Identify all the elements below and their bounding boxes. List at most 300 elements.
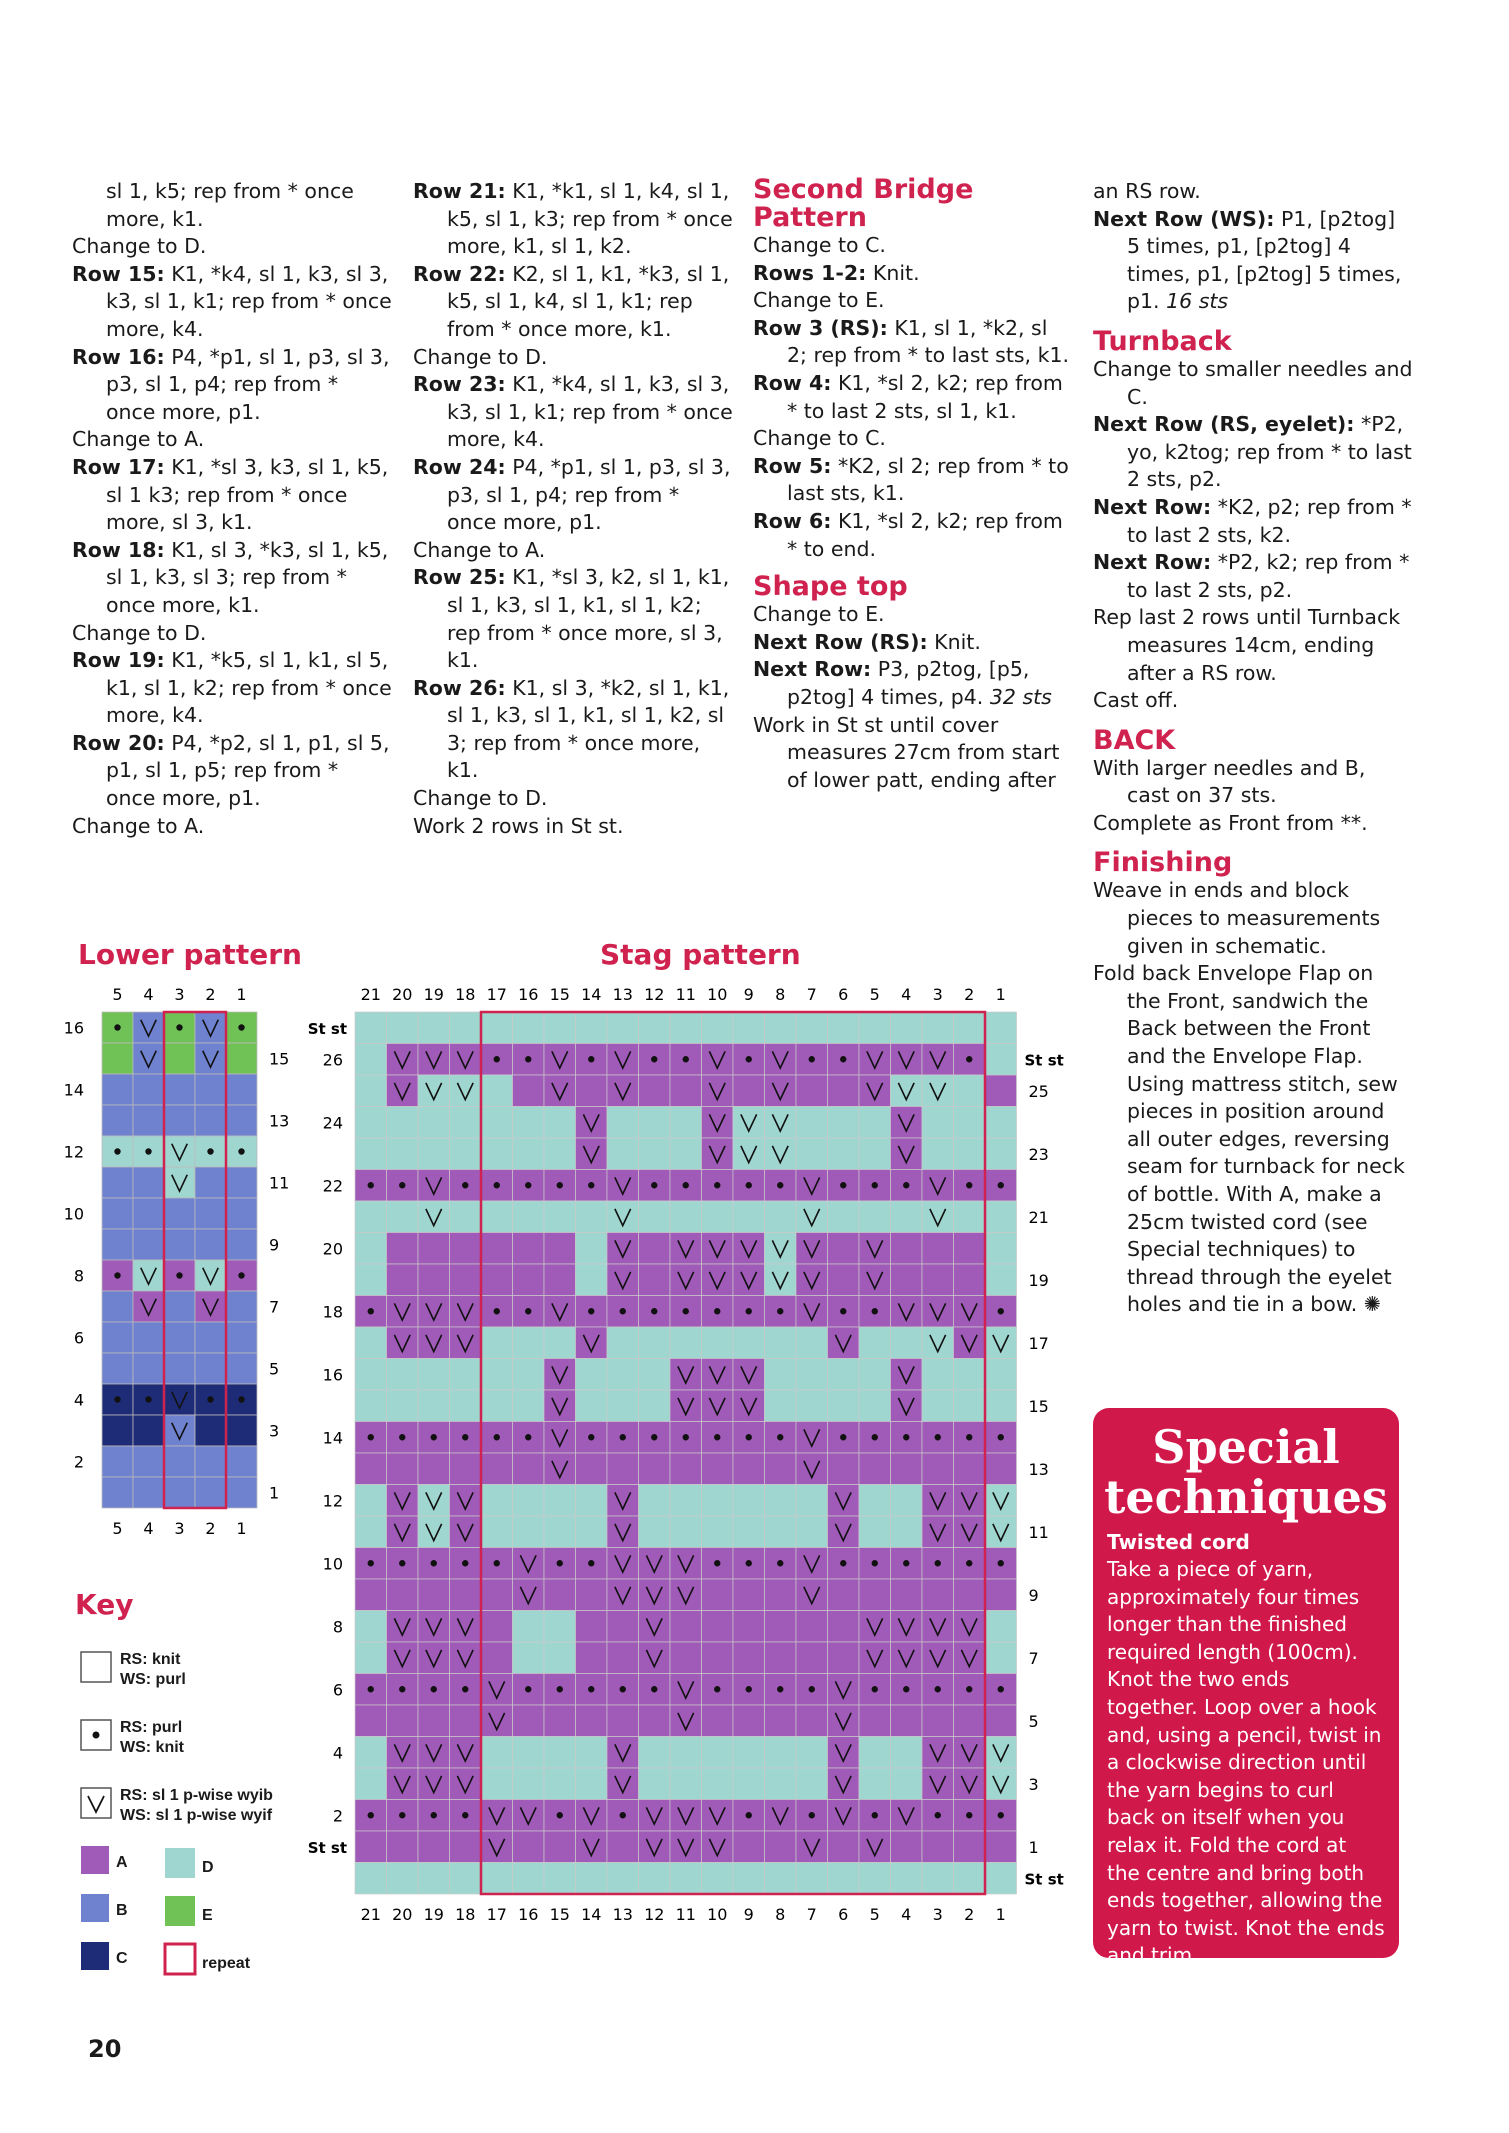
purl-dot bbox=[399, 1434, 405, 1440]
stag-cell bbox=[576, 1327, 608, 1359]
stag-cell bbox=[639, 1768, 671, 1800]
stag-row-number: 4 bbox=[332, 1743, 343, 1763]
stag-cell bbox=[828, 1107, 860, 1139]
purl-dot bbox=[462, 1686, 468, 1692]
instruction-line bbox=[413, 261, 733, 344]
lower-cell bbox=[226, 1229, 257, 1260]
instruction-line bbox=[413, 178, 733, 261]
lower-cell bbox=[133, 1291, 164, 1322]
instruction-text: Knit. bbox=[927, 629, 981, 654]
purl-dot bbox=[588, 1056, 594, 1062]
stag-cell bbox=[418, 1516, 450, 1548]
stag-cell bbox=[796, 1516, 828, 1548]
stag-cell bbox=[639, 1327, 671, 1359]
stag-cell bbox=[796, 1705, 828, 1737]
stag-cell bbox=[985, 1107, 1017, 1139]
lower-row-number: 11 bbox=[269, 1173, 290, 1193]
lower-cell bbox=[164, 1322, 195, 1353]
stag-cell bbox=[607, 1611, 639, 1643]
stag-cell bbox=[670, 1390, 702, 1422]
stag-row-number: 23 bbox=[1028, 1144, 1049, 1164]
stag-cell bbox=[954, 1359, 986, 1391]
instruction-text: Work 2 rows in St st. bbox=[413, 813, 624, 838]
lower-cell bbox=[226, 1105, 257, 1136]
stag-cell bbox=[828, 1012, 860, 1044]
stag-col-number: 19 bbox=[423, 1905, 444, 1924]
stag-cell bbox=[481, 1642, 513, 1674]
stag-cell bbox=[670, 1233, 702, 1265]
stag-cell bbox=[733, 1579, 765, 1611]
lower-cell bbox=[195, 1322, 226, 1353]
stag-cell bbox=[891, 1453, 923, 1485]
instruction-text: Weave in ends and block pieces to measurements given in schematic. bbox=[1093, 878, 1381, 958]
stag-cell bbox=[481, 1012, 513, 1044]
stag-cell bbox=[418, 1012, 450, 1044]
stag-cell bbox=[544, 1044, 576, 1076]
lower-row-number: 10 bbox=[63, 1204, 84, 1224]
stag-cell bbox=[481, 1201, 513, 1233]
stag-cell bbox=[891, 1800, 923, 1832]
stag-col-number: 8 bbox=[775, 985, 786, 1004]
lower-col-number: 2 bbox=[205, 985, 216, 1004]
lower-cell bbox=[133, 1198, 164, 1229]
stag-cell bbox=[670, 1800, 702, 1832]
stag-cell bbox=[891, 1705, 923, 1737]
purl-dot bbox=[651, 1308, 657, 1314]
lower-cell bbox=[195, 1291, 226, 1322]
stag-cell bbox=[450, 1516, 482, 1548]
purl-dot bbox=[525, 1308, 531, 1314]
stag-row-number: 17 bbox=[1028, 1333, 1049, 1353]
lower-cell bbox=[164, 1105, 195, 1136]
purl-dot bbox=[998, 1308, 1004, 1314]
stag-cell bbox=[576, 1768, 608, 1800]
stag-cell bbox=[922, 1170, 954, 1202]
stag-cell bbox=[670, 1264, 702, 1296]
stag-cell bbox=[796, 1012, 828, 1044]
stag-cell bbox=[796, 1831, 828, 1863]
lower-cell bbox=[133, 1012, 164, 1043]
stag-cell bbox=[765, 1705, 797, 1737]
stag-cell bbox=[576, 1705, 608, 1737]
stag-cell bbox=[418, 1705, 450, 1737]
stag-col-number: 9 bbox=[743, 985, 754, 1004]
stag-cell bbox=[891, 1264, 923, 1296]
purl-dot bbox=[588, 1182, 594, 1188]
stag-cell bbox=[418, 1201, 450, 1233]
stag-cell bbox=[639, 1359, 671, 1391]
stag-col-number: 4 bbox=[901, 1905, 912, 1924]
stag-cell bbox=[891, 1642, 923, 1674]
lower-col-number: 5 bbox=[112, 985, 123, 1004]
stag-cell bbox=[828, 1674, 860, 1706]
instruction-label: Row 15: bbox=[72, 261, 165, 286]
purl-dot bbox=[998, 1560, 1004, 1566]
stag-cell bbox=[922, 1138, 954, 1170]
stag-cell bbox=[985, 1737, 1017, 1769]
purl-dot bbox=[840, 1434, 846, 1440]
stag-cell bbox=[828, 1863, 860, 1895]
lower-cell bbox=[226, 1167, 257, 1198]
stag-cell bbox=[607, 1485, 639, 1517]
instruction-line bbox=[1093, 687, 1413, 715]
stag-col-number: 14 bbox=[581, 1905, 602, 1924]
instruction-text: P3, p2tog, [p5, p2tog] 4 times, p4. bbox=[787, 657, 1030, 709]
stag-cell bbox=[355, 1359, 387, 1391]
instruction-line bbox=[72, 647, 392, 730]
instruction-text: K1, *k4, sl 1, k3, sl 3, k3, sl 1, k1; rep from * once more, k4. bbox=[447, 372, 733, 452]
instruction-line bbox=[753, 425, 1073, 453]
stag-cell bbox=[670, 1579, 702, 1611]
stag-cell bbox=[828, 1359, 860, 1391]
stag-cell bbox=[733, 1264, 765, 1296]
purl-dot bbox=[368, 1308, 374, 1314]
instruction-label: Next Row: bbox=[753, 657, 872, 682]
stag-st-label: St st bbox=[1024, 1051, 1064, 1070]
stag-cell bbox=[544, 1075, 576, 1107]
stag-cell bbox=[733, 1138, 765, 1170]
stag-cell bbox=[954, 1768, 986, 1800]
stag-cell bbox=[481, 1800, 513, 1832]
instruction-text: sl 1, k5; rep from * once more, k1. bbox=[106, 179, 354, 231]
purl-dot bbox=[114, 1024, 120, 1030]
stag-col-number: 10 bbox=[707, 985, 728, 1004]
stag-cell bbox=[513, 1831, 545, 1863]
stag-cell bbox=[859, 1705, 891, 1737]
stag-cell bbox=[544, 1579, 576, 1611]
purl-dot bbox=[431, 1560, 437, 1566]
stag-cell bbox=[954, 1107, 986, 1139]
purl-dot bbox=[588, 1686, 594, 1692]
instruction-label: Row 6: bbox=[753, 508, 832, 533]
instruction-label: Next Row: bbox=[1093, 550, 1212, 575]
purl-dot bbox=[746, 1434, 752, 1440]
stag-cell bbox=[576, 1264, 608, 1296]
stag-cell bbox=[418, 1611, 450, 1643]
lower-cell bbox=[195, 1012, 226, 1043]
lower-cell bbox=[102, 1446, 133, 1477]
instruction-text: Change to A. bbox=[413, 537, 546, 562]
instruction-text: *K2, p2; rep from * to last 2 sts, k2. bbox=[1127, 494, 1412, 547]
stag-cell bbox=[607, 1359, 639, 1391]
instruction-line bbox=[753, 315, 1073, 370]
purl-dot bbox=[935, 1434, 941, 1440]
stag-col-number: 7 bbox=[806, 985, 817, 1004]
stag-cell bbox=[450, 1863, 482, 1895]
stag-cell bbox=[544, 1390, 576, 1422]
stag-cell bbox=[670, 1359, 702, 1391]
stag-cell bbox=[639, 1485, 671, 1517]
stag-cell bbox=[544, 1705, 576, 1737]
stag-cell bbox=[954, 1296, 986, 1328]
stag-cell bbox=[985, 1642, 1017, 1674]
stag-cell bbox=[859, 1075, 891, 1107]
stag-cell bbox=[607, 1107, 639, 1139]
stag-cell bbox=[859, 1579, 891, 1611]
lower-cell bbox=[133, 1353, 164, 1384]
stag-cell bbox=[954, 1516, 986, 1548]
stag-cell bbox=[387, 1044, 419, 1076]
purl-dot bbox=[651, 1434, 657, 1440]
lower-col-number: 4 bbox=[143, 1519, 154, 1538]
stag-cell bbox=[828, 1233, 860, 1265]
stag-cell bbox=[733, 1831, 765, 1863]
stag-cell bbox=[387, 1831, 419, 1863]
stag-cell bbox=[670, 1453, 702, 1485]
stag-row-number: 10 bbox=[322, 1554, 343, 1574]
instruction-text: Work in St st until cover measures 27cm from start of lower patt, ending after bbox=[753, 712, 1060, 792]
stag-cell bbox=[513, 1012, 545, 1044]
instruction-line bbox=[753, 287, 1073, 315]
stag-row-number: 11 bbox=[1028, 1522, 1049, 1542]
stag-cell bbox=[891, 1737, 923, 1769]
stag-row-number: 22 bbox=[322, 1176, 343, 1196]
instruction-text: Change to A. bbox=[72, 813, 205, 838]
lower-cell bbox=[102, 1477, 133, 1508]
stag-cell bbox=[355, 1705, 387, 1737]
lower-cell bbox=[226, 1446, 257, 1477]
lower-row-number: 16 bbox=[63, 1018, 84, 1038]
stag-cell bbox=[985, 1705, 1017, 1737]
lower-cell bbox=[164, 1291, 195, 1322]
stag-cell bbox=[639, 1548, 671, 1580]
purl-dot bbox=[966, 1560, 972, 1566]
lower-col-number: 1 bbox=[236, 985, 247, 1004]
stag-cell bbox=[481, 1107, 513, 1139]
stag-cell bbox=[891, 1516, 923, 1548]
stag-cell bbox=[481, 1516, 513, 1548]
stag-col-number: 13 bbox=[612, 1905, 633, 1924]
instruction-text: *P2, yo, k2tog; rep from * to last 2 sts, p2. bbox=[1127, 412, 1412, 492]
stag-cell bbox=[513, 1642, 545, 1674]
stag-row-number: 25 bbox=[1028, 1081, 1049, 1101]
stag-cell bbox=[828, 1579, 860, 1611]
stag-cell bbox=[670, 1642, 702, 1674]
stag-cell bbox=[607, 1768, 639, 1800]
stag-cell bbox=[355, 1453, 387, 1485]
lower-cell bbox=[133, 1446, 164, 1477]
instruction-line bbox=[753, 453, 1073, 508]
stag-row-number: 9 bbox=[1028, 1585, 1039, 1605]
stag-cell bbox=[891, 1012, 923, 1044]
instruction-text: P1, [p2tog] 5 times, p1, [p2tog] 4 times, p1, [p2tog] 5 times, p1. bbox=[1127, 206, 1402, 314]
instruction-label: Row 20: bbox=[72, 730, 165, 755]
purl-dot bbox=[903, 1686, 909, 1692]
stag-cell bbox=[922, 1611, 954, 1643]
lower-cell bbox=[133, 1322, 164, 1353]
instruction-line bbox=[413, 371, 733, 454]
instruction-line bbox=[72, 730, 392, 813]
instruction-line bbox=[72, 537, 392, 620]
stag-cell bbox=[513, 1863, 545, 1895]
stag-cell bbox=[513, 1233, 545, 1265]
stag-cell bbox=[733, 1611, 765, 1643]
stag-cell bbox=[639, 1390, 671, 1422]
instruction-label: Row 16: bbox=[72, 344, 165, 369]
stag-cell bbox=[985, 1768, 1017, 1800]
stag-cell bbox=[796, 1422, 828, 1454]
stag-st-label: St st bbox=[1024, 1870, 1064, 1889]
instruction-line bbox=[753, 601, 1073, 629]
instruction-line bbox=[413, 564, 733, 674]
stag-cell bbox=[418, 1359, 450, 1391]
stag-cell bbox=[922, 1831, 954, 1863]
lower-cell bbox=[226, 1291, 257, 1322]
stag-cell bbox=[639, 1642, 671, 1674]
stag-cell bbox=[670, 1327, 702, 1359]
stag-cell bbox=[387, 1390, 419, 1422]
stag-cell bbox=[922, 1390, 954, 1422]
stag-cell bbox=[922, 1075, 954, 1107]
stag-cell bbox=[418, 1233, 450, 1265]
lower-col-number: 2 bbox=[205, 1519, 216, 1538]
purl-dot bbox=[588, 1308, 594, 1314]
stag-cell bbox=[387, 1579, 419, 1611]
stag-cell bbox=[733, 1233, 765, 1265]
stag-cell bbox=[387, 1327, 419, 1359]
stag-cell bbox=[796, 1453, 828, 1485]
stag-cell bbox=[418, 1044, 450, 1076]
stag-cell bbox=[859, 1233, 891, 1265]
stag-row-number: 3 bbox=[1028, 1774, 1039, 1794]
lower-cell bbox=[164, 1136, 195, 1167]
stag-cell bbox=[765, 1044, 797, 1076]
stag-cell bbox=[733, 1327, 765, 1359]
stag-cell bbox=[513, 1800, 545, 1832]
stag-cell bbox=[765, 1264, 797, 1296]
lower-cell bbox=[226, 1353, 257, 1384]
stag-cell bbox=[387, 1516, 419, 1548]
lower-cell bbox=[102, 1198, 133, 1229]
stag-cell bbox=[828, 1831, 860, 1863]
stag-cell bbox=[733, 1453, 765, 1485]
purl-dot bbox=[651, 1056, 657, 1062]
instruction-line bbox=[72, 454, 392, 537]
stag-cell bbox=[796, 1359, 828, 1391]
stag-cell bbox=[355, 1516, 387, 1548]
purl-dot bbox=[966, 1686, 972, 1692]
lower-cell bbox=[102, 1322, 133, 1353]
instruction-line bbox=[753, 370, 1073, 425]
lower-cell bbox=[164, 1446, 195, 1477]
stag-cell bbox=[922, 1359, 954, 1391]
stag-cell bbox=[954, 1012, 986, 1044]
purl-dot bbox=[525, 1182, 531, 1188]
purl-dot bbox=[966, 1182, 972, 1188]
stag-col-number: 18 bbox=[455, 1905, 476, 1924]
stag-cell bbox=[985, 1138, 1017, 1170]
stag-cell bbox=[387, 1201, 419, 1233]
purl-dot bbox=[620, 1812, 626, 1818]
stag-cell bbox=[670, 1485, 702, 1517]
stag-col-number: 5 bbox=[869, 1905, 880, 1924]
stag-cell bbox=[954, 1485, 986, 1517]
stag-cell bbox=[765, 1359, 797, 1391]
stag-cell bbox=[607, 1233, 639, 1265]
stag-cell bbox=[954, 1264, 986, 1296]
stag-cell bbox=[481, 1453, 513, 1485]
instruction-text: *P2, k2; rep from * to last 2 sts, p2. bbox=[1127, 550, 1410, 602]
purl-dot bbox=[746, 1560, 752, 1566]
stag-row-number: 5 bbox=[1028, 1711, 1039, 1731]
stag-col-number: 7 bbox=[806, 1905, 817, 1924]
stag-cell bbox=[796, 1642, 828, 1674]
stag-col-number: 11 bbox=[675, 1905, 696, 1924]
stag-cell bbox=[450, 1296, 482, 1328]
stag-cell bbox=[639, 1107, 671, 1139]
stag-cell bbox=[670, 1012, 702, 1044]
stag-cell bbox=[922, 1012, 954, 1044]
stag-cell bbox=[513, 1485, 545, 1517]
stag-cell bbox=[387, 1296, 419, 1328]
stag-row-number: 2 bbox=[332, 1806, 343, 1826]
stag-cell bbox=[922, 1044, 954, 1076]
instruction-label: Next Row: bbox=[1093, 494, 1212, 519]
stag-cell bbox=[702, 1390, 734, 1422]
instruction-text: K1, *k5, sl 1, k1, sl 5, k1, sl 1, k2; rep from * once more, k4. bbox=[106, 648, 392, 728]
purl-dot bbox=[746, 1812, 752, 1818]
stag-cell bbox=[418, 1831, 450, 1863]
purl-dot bbox=[840, 1056, 846, 1062]
stag-cell bbox=[387, 1107, 419, 1139]
purl-dot bbox=[368, 1686, 374, 1692]
stag-cell bbox=[985, 1453, 1017, 1485]
stag-cell bbox=[513, 1075, 545, 1107]
instruction-text: Change to D. bbox=[72, 620, 207, 645]
lower-row-number: 8 bbox=[73, 1266, 84, 1286]
stag-cell bbox=[544, 1485, 576, 1517]
stag-col-number: 2 bbox=[964, 985, 975, 1004]
stag-cell bbox=[985, 1485, 1017, 1517]
column-3 bbox=[753, 176, 1073, 794]
instruction-line bbox=[413, 344, 733, 372]
lower-cell bbox=[102, 1291, 133, 1322]
purl-dot bbox=[557, 1686, 563, 1692]
key-color-c: C bbox=[116, 1950, 128, 1967]
stag-row-number: 1 bbox=[1028, 1837, 1039, 1857]
instruction-line bbox=[1093, 877, 1413, 960]
purl-dot bbox=[462, 1560, 468, 1566]
purl-dot bbox=[935, 1686, 941, 1692]
stag-cell bbox=[733, 1737, 765, 1769]
stag-cell bbox=[544, 1831, 576, 1863]
stag-cell bbox=[670, 1674, 702, 1706]
stag-cell bbox=[355, 1233, 387, 1265]
purl-dot bbox=[462, 1182, 468, 1188]
stag-row-number: 12 bbox=[322, 1491, 343, 1511]
stag-cell bbox=[450, 1107, 482, 1139]
instruction-text: K1, sl 1, *k2, sl 2; rep from * to last sts, k1. bbox=[787, 315, 1070, 368]
stag-cell bbox=[576, 1579, 608, 1611]
stag-cell bbox=[828, 1737, 860, 1769]
stag-cell bbox=[387, 1233, 419, 1265]
instruction-line bbox=[72, 261, 392, 344]
stag-cell bbox=[891, 1044, 923, 1076]
stag-cell bbox=[481, 1327, 513, 1359]
stag-cell bbox=[765, 1201, 797, 1233]
stag-cell bbox=[922, 1579, 954, 1611]
stag-cell bbox=[765, 1138, 797, 1170]
instruction-text: Change to D. bbox=[72, 234, 207, 259]
stag-row-number: 18 bbox=[322, 1302, 343, 1322]
stag-cell bbox=[828, 1327, 860, 1359]
stag-row-number: 16 bbox=[322, 1365, 343, 1385]
stag-cell bbox=[513, 1611, 545, 1643]
instruction-text: K1, *k1, sl 1, k4, sl 1, k5, sl 1, k3; rep from * once more, k1, sl 1, k2. bbox=[447, 179, 733, 259]
key-title: Key bbox=[75, 1588, 134, 1621]
purl-dot bbox=[998, 1434, 1004, 1440]
stag-cell bbox=[954, 1138, 986, 1170]
